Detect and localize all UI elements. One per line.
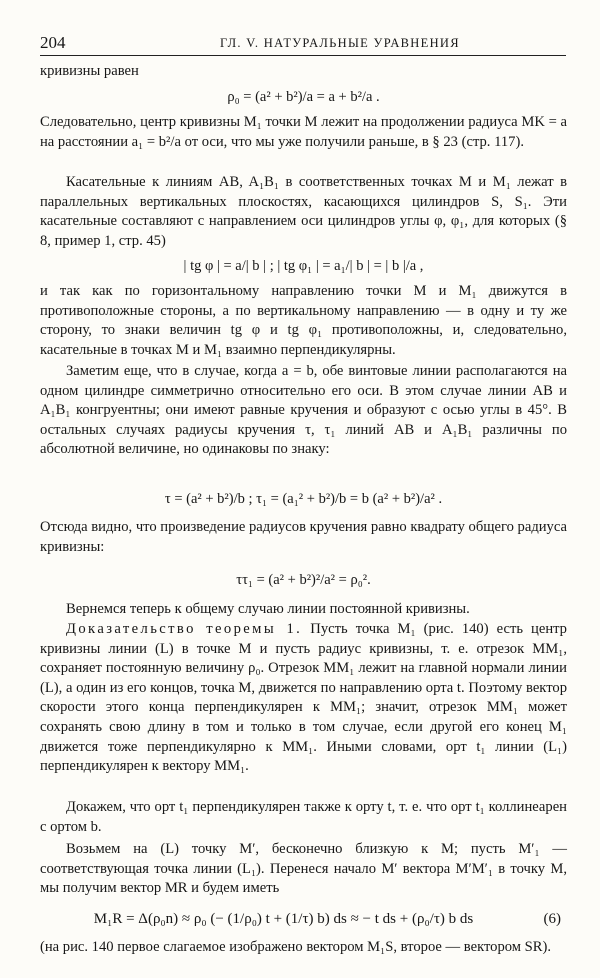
- formula-torsion-radii: τ = (a² + b²)/b ; τ₁ = (a₁² + b²)/b = b (a² + b²)/a² .: [164, 491, 443, 507]
- page-number: 204: [40, 33, 66, 52]
- proof-heading: Доказательство теоремы 1.: [66, 621, 303, 637]
- paragraph-text: Докажем, что орт t₁ перпендикулярен также к орту t, т. е. что орт t₁ коллинеарен с ортом b.: [40, 799, 567, 835]
- paragraph-text: Возьмем на (L) точку M′, бесконечно близкую к M; пусть M′₁ — соответствующая точка линии (L₁). Перенеся начало M′ вектора M′M′₁ в точку M, мы получим вектор MR и будем иметь: [40, 841, 567, 897]
- paragraph-text: и так как по горизонтальному направлению точки M и M₁ движутся в противоположные стороны, а по вертикальному направлению — в одну и ту же сторону, то знаки величин tg φ и tg φ₁ противоположны, и, следовательно, касательные в точках M и M₁ взаимно перпендикулярны.: [40, 283, 567, 358]
- paragraph-text: Вернемся теперь к общему случаю линии постоянной кривизны.: [66, 601, 470, 617]
- formula-curvature-radius: ρ₀ = (a² + b²)/a = a + b²/a .: [227, 89, 380, 105]
- paragraph-text: (на рис. 140 первое слагаемое изображено вектором M₁S, второе — вектором SR).: [40, 939, 552, 955]
- theorem-proof-paragraph: [40, 620, 567, 798]
- formula-tangent-angles: | tg φ | = a/| b | ; | tg φ₁ | = a₁/| b | = | b |/a ,: [183, 258, 424, 274]
- paragraph-text: Касательные к линиям AB, A₁B₁ в соответственных точках M и M₁ лежат в параллельных вертикальных плоскостях, касающихся цилиндров S, S₁. Эти касательные составляют с направлением оси цилиндров углы φ, φ₁, для которых (§ 8, пример 1, стр. 45): [40, 174, 567, 249]
- running-title: ГЛ. V. НАТУРАЛЬНЫЕ УРАВНЕНИЯ: [220, 36, 460, 50]
- proof-text: Пусть точка M₁ (рис. 140) есть центр кривизны линии (L) в точке M и пусть радиус кривизны, т. е. отрезок MM₁, сохраняет постоянную величину ρ₀. Отрезок MM₁ лежит на главной нормали линии (L), а один из его концов, точка M, движется по направлению орта t. Поэтому вектор скорости этого конца перпендикулярен к MM₁; значит, отрезок MM₁ может сохранять свою длину в том и только в том случае, если другой его конец M₁ движется тоже перпендикулярно к MM₁. Иными словами, орт t₁ линии (L₁) перпендикулярен к вектору MM₁.: [40, 621, 567, 775]
- equation-6-body: M₁R = Δ(ρ₀n) ≈ ρ₀ (− (1/ρ₀) t + (1/τ) b) ds ≈ − t ds + (ρ₀/τ) b ds: [93, 911, 474, 927]
- formula-torsion-product: ττ₁ = (a² + b²)²/a² = ρ₀².: [236, 572, 371, 588]
- paragraph-text: Заметим еще, что в случае, когда a = b, обе винтовые линии располагаются на одном цилиндре симметрично относительно его оси. В этом случае линии AB и A₁B₁ конгруентны; они имеют равные кручения и образуют с осью углы в 45°. В остальных случаях радиусы кручения τ, τ₁ линий AB и A₁B₁ различны по абсолютной величине, но одинаковы по знаку:: [40, 363, 567, 458]
- running-header: [40, 33, 566, 56]
- paragraph-text: кривизны равен: [40, 63, 139, 79]
- equation-6: [40, 900, 567, 938]
- text-body: [40, 62, 567, 978]
- paragraph-text: Следовательно, центр кривизны M₁ точки M лежит на продолжении радиуса MK = a на расстоянии a₁ = b²/a от оси, что мы уже получили раньше, в § 23 (стр. 117).: [40, 114, 567, 150]
- paragraph-text: Отсюда видно, что произведение радиусов кручения равно квадрату общего радиуса кривизны:: [40, 519, 567, 555]
- equation-number: (6): [543, 911, 561, 927]
